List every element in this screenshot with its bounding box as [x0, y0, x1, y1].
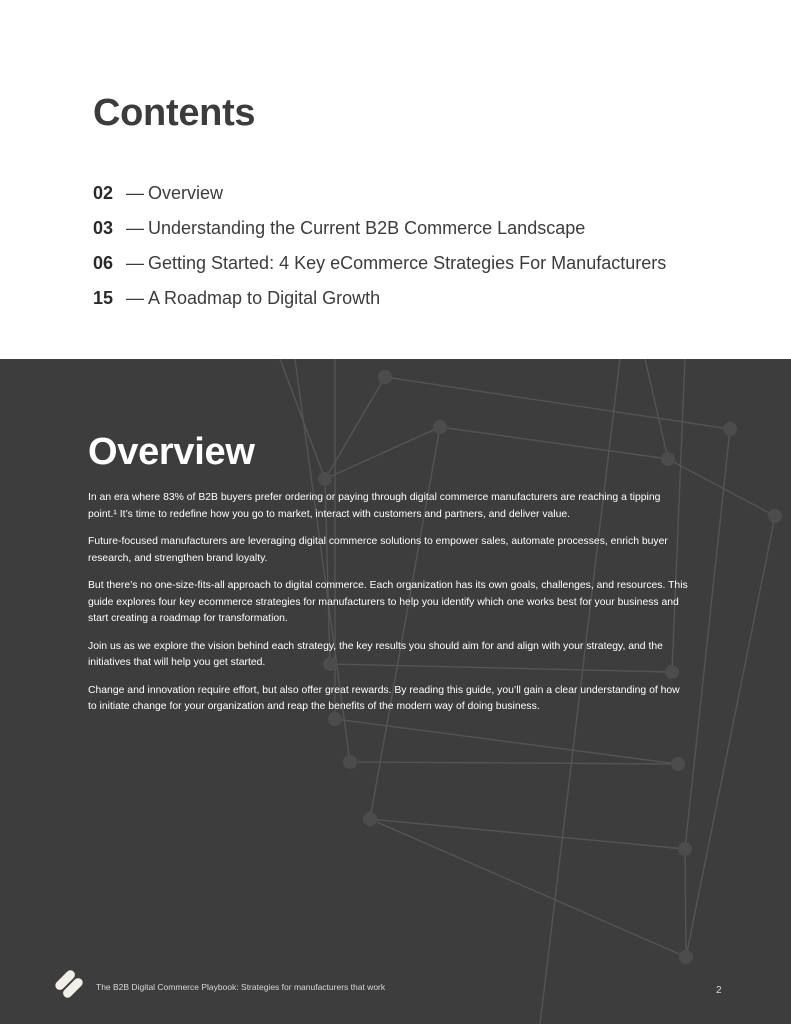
overview-section [0, 359, 791, 1024]
toc-page-number: 15 [93, 288, 114, 308]
toc-label: A Roadmap to Digital Growth [148, 288, 381, 308]
toc-label: Understanding the Current B2B Commerce Landscape [148, 218, 586, 238]
toc-item-roadmap[interactable] [93, 281, 666, 316]
toc-dash: — [126, 253, 144, 273]
toc-page-number: 02 [93, 183, 114, 203]
overview-paragraph: In an era where 83% of B2B buyers prefer ordering or paying through digital commerce manufacturers are reaching a tipping point.¹ It’s time to redefine how you go to market, interact with customers and partners, and deliver value. [88, 492, 661, 520]
overview-paragraph: But there’s no one-size-fits-all approach to digital commerce. Each organization has its own goals, challenges, and resources. This guide explores four key ecommerce strategies for manufacturers to help you identify which one works best for your business and start creating a roadmap for transformation. [88, 580, 688, 624]
contents-section [0, 0, 791, 359]
toc-item-landscape[interactable] [93, 211, 666, 246]
overview-paragraph: Future-focused manufacturers are leveraging digital commerce solutions to empower sales, automate processes, enrich buyer research, and strengthen brand loyalty. [88, 536, 668, 564]
table-of-contents [93, 176, 666, 316]
overview-paragraph: Change and innovation require effort, but also offer great rewards. By reading this guide, you’ll gain a clear understanding of how to initiate change for your organization and reap the benefits of the modern way of doing business. [88, 684, 680, 712]
footer-title: The B2B Digital Commerce Playbook: Strategies for manufacturers that work [96, 982, 386, 992]
overview-title: Overview [88, 431, 255, 473]
toc-label: Getting Started: 4 Key eCommerce Strategies For Manufacturers [148, 253, 667, 273]
toc-page-number: 06 [93, 253, 114, 273]
toc-label: Overview [148, 183, 224, 203]
overview-paragraph: Join us as we explore the vision behind each strategy, the key results you should aim for and align with your strategy, and the initiatives that will help you get started. [88, 640, 663, 668]
contents-title: Contents [93, 92, 256, 134]
toc-dash: — [126, 288, 144, 308]
toc-item-strategies[interactable] [93, 246, 666, 281]
overview-body [88, 490, 688, 727]
toc-page-number: 03 [93, 218, 114, 238]
page-number: 2 [716, 985, 722, 996]
brand-logo-icon [54, 969, 84, 999]
toc-item-overview[interactable] [93, 176, 666, 211]
toc-dash: — [126, 218, 144, 238]
toc-dash: — [126, 183, 144, 203]
